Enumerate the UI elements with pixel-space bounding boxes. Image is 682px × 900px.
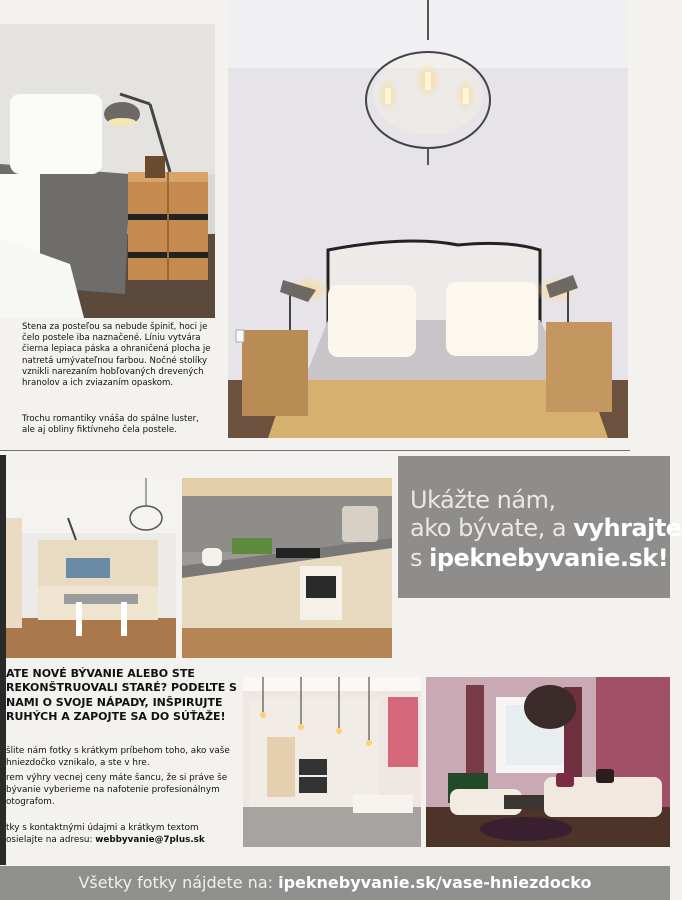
contest-body-3 [6,822,238,846]
bedroom-caption-1: Stena za posteľou sa nebude špiniť, hoci je čelo postele iba naznačené. Líniu vytvára čierna lepiaca páska a ohraničená plocha je natretá umývateľnou farbou. Nočné stolíky vznikli narezaním hobľovaných drevených hranolov a ich zviazaním opaskom. [22,322,211,389]
footer-text-pre: Všetky fotky nájdete na: [78,873,279,892]
promo-line-2-bold: vyhrajte [573,514,682,542]
promo-line-3-pre: s [410,544,430,572]
photo-living-room [426,677,670,847]
footer-text [0,873,670,892]
promo-line-3 [410,544,668,572]
bedroom-caption-2: Trochu romantiky vnáša do spálne luster, ale aj obliny fiktívneho čela postele. [22,414,199,436]
photo-bedside-detail [0,24,215,318]
promo-box [398,456,682,598]
contest-email: webbyvanie@7plus.sk [95,835,205,845]
photo-kitchen-overview [6,478,176,658]
photo-bedroom [228,0,628,438]
promo-line-3-bold: ipeknebyvanie.sk! [429,544,669,572]
promo-line-1: Ukážte nám, [410,486,556,514]
contest-body-2: rem výhry vecnej ceny máte šancu, že si práve še bývanie vyberieme na nafotenie profesionálnym otografom. [6,773,228,807]
photo-kitchen-counter [182,478,392,658]
section-divider [0,450,630,451]
contest-headline: ATE NOVÉ BÝVANIE ALEBO STE REKONŠTRUOVALI STARÉ? PODEĽTE S NAMI O SVOJE NÁPADY, INŠPIRUJTE RUHÝCH A ZAPOJTE SA DO SÚŤAŽE! [6,667,237,723]
contest-body-3-text: tky s kontaktnými údajmi a krátkym textom osielajte na adresu: [6,823,199,845]
contest-body-1: šlite nám fotky s krátkym príbehom toho, ako vaše hniezdočko vznikalo, a ste v hre. [6,746,230,768]
footer-bar [0,866,670,900]
photo-kitchen-lights [243,677,421,847]
promo-line-2 [410,514,682,542]
promo-line-2-pre: ako bývate, a [410,514,574,542]
footer-link[interactable]: ipeknebyvanie.sk/vase-hniezdocko [278,873,592,892]
